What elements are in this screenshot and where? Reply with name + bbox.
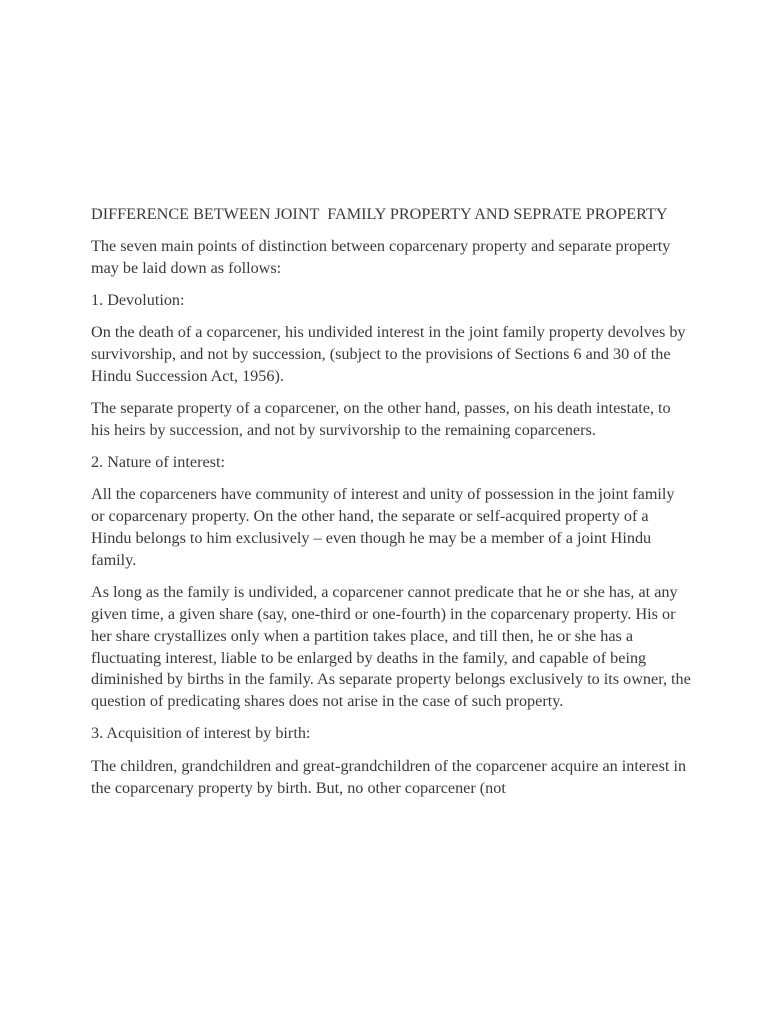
section-heading-devolution: 1. Devolution:	[91, 290, 185, 309]
section-heading-acquisition-by-birth: 3. Acquisition of interest by birth:	[91, 724, 311, 743]
intro-paragraph: The seven main points of distinction between coparcenary property and separate property may be laid down as follows:	[91, 236, 671, 277]
document-title: DIFFERENCE BETWEEN JOINT FAMILY PROPERTY AND SEPRATE PROPERTY	[91, 205, 668, 223]
paragraph-acquisition-by-birth: The children, grandchildren and great-grandchildren of the coparcener acquire an interest in the coparcenary property by birth. But, no other coparcener (not	[91, 756, 687, 797]
paragraph-devolution-separate: The separate property of a coparcener, on the other hand, passes, on his death intestate, to his heirs by succession, and not by survivorship to the remaining coparceners.	[91, 399, 671, 439]
paragraph-fluctuating-share: As long as the family is undivided, a coparcener cannot predicate that he or she has, at any given time, a given share (say, one-third or one-fourth) in the coparcenary property. His or her share crystallizes only when a partition takes place, and till then, he or she has a fluctuating interest, liable to be enlarged by deaths in the family, and capable of being diminished by births in the family. As separate property belongs exclusively to its owner, the question of predicating shares does not arise in the case of such property.	[91, 583, 691, 711]
paragraph-community-of-interest: All the coparceners have community of interest and unity of possession in the joint family or coparcenary property. On the other hand, the separate or self-acquired property of a Hindu belongs to him exclusively – even though he may be a member of a joint Hindu family.	[91, 485, 675, 569]
paragraph-devolution-joint: On the death of a coparcener, his undivided interest in the joint family property devolves by survivorship, and not by succession, (subject to the provisions of Sections 6 and 30 of the Hindu Succession Act, 1956).	[91, 323, 686, 385]
section-heading-nature-of-interest: 2. Nature of interest:	[91, 453, 225, 472]
document-body	[91, 204, 691, 810]
